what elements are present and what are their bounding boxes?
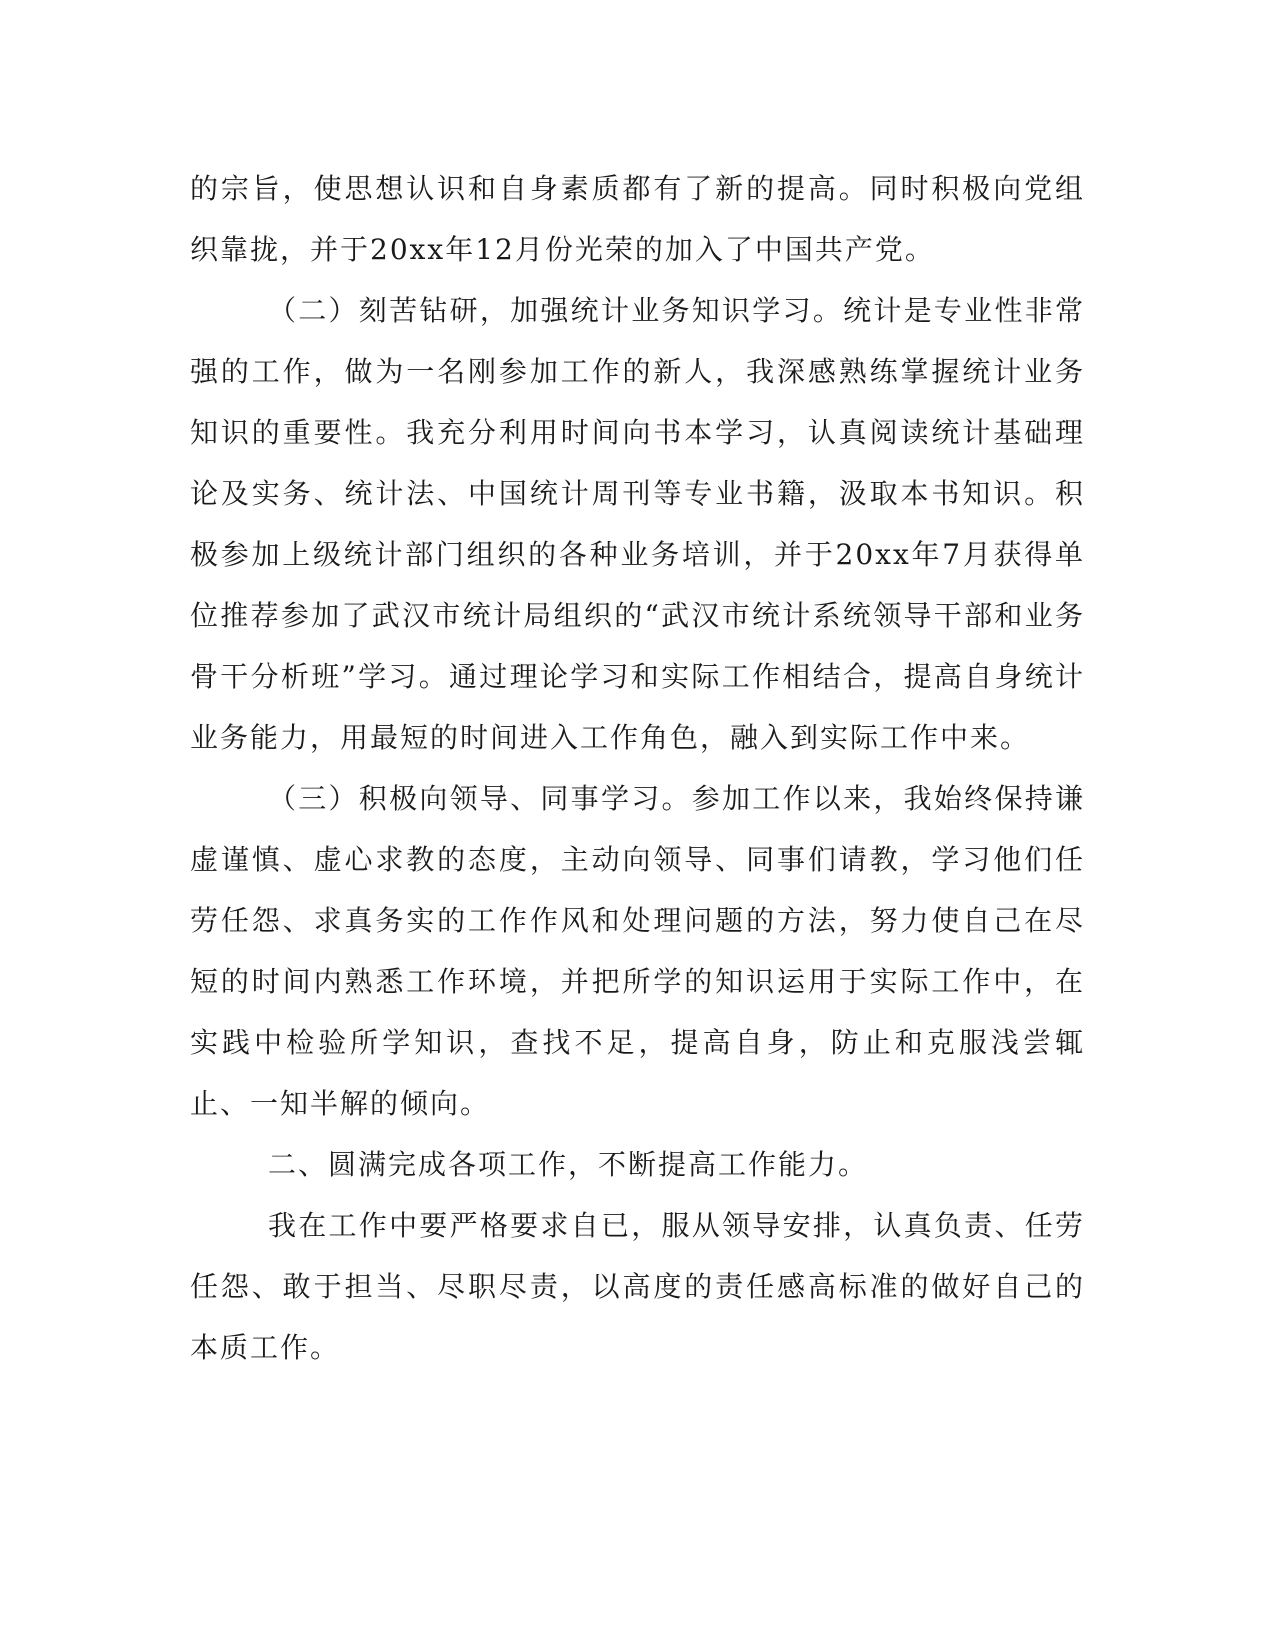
paragraph-section-three: （三）积极向领导、同事学习。参加工作以来，我始终保持谦虚谨慎、虚心求教的态度，主动向领导、同事们请教，学习他们任劳任怨、求真务实的工作作风和处理问题的方法，努力使自己在尽短的时间内熟悉工作环境，并把所学的知识运用于实际工作中，在实践中检验所学知识，查找不足，提高自身，防止和克服浅尝辄止、一知半解的倾向。 bbox=[190, 782, 1085, 1120]
heading-part-two: 二、圆满完成各项工作，不断提高工作能力。 bbox=[268, 1148, 869, 1181]
document-body bbox=[190, 158, 1085, 1378]
paragraph-section-two: （二）刻苦钻研，加强统计业务知识学习。统计是专业性非常强的工作，做为一名刚参加工作的新人，我深感熟练掌握统计业务知识的重要性。我充分利用时间向书本学习，认真阅读统计基础理论及实务、统计法、中国统计周刊等专业书籍，汲取本书知识。积极参加上级统计部门组织的各种业务培训，并于20xx年7月获得单位推荐参加了武汉市统计局组织的“武汉市统计系统领导干部和业务骨干分析班”学习。通过理论学习和实际工作相结合，提高自身统计业务能力，用最短的时间进入工作角色，融入到实际工作中来。 bbox=[190, 294, 1085, 754]
paragraph-work-attitude: 我在工作中要严格要求自已，服从领导安排，认真负责、任劳任怨、敢于担当、尽职尽责，以高度的责任感高标准的做好自己的本质工作。 bbox=[190, 1209, 1085, 1364]
paragraph-continuation: 的宗旨，使思想认识和自身素质都有了新的提高。同时积极向党组织靠拢，并于20xx年12月份光荣的加入了中国共产党。 bbox=[190, 172, 1085, 266]
